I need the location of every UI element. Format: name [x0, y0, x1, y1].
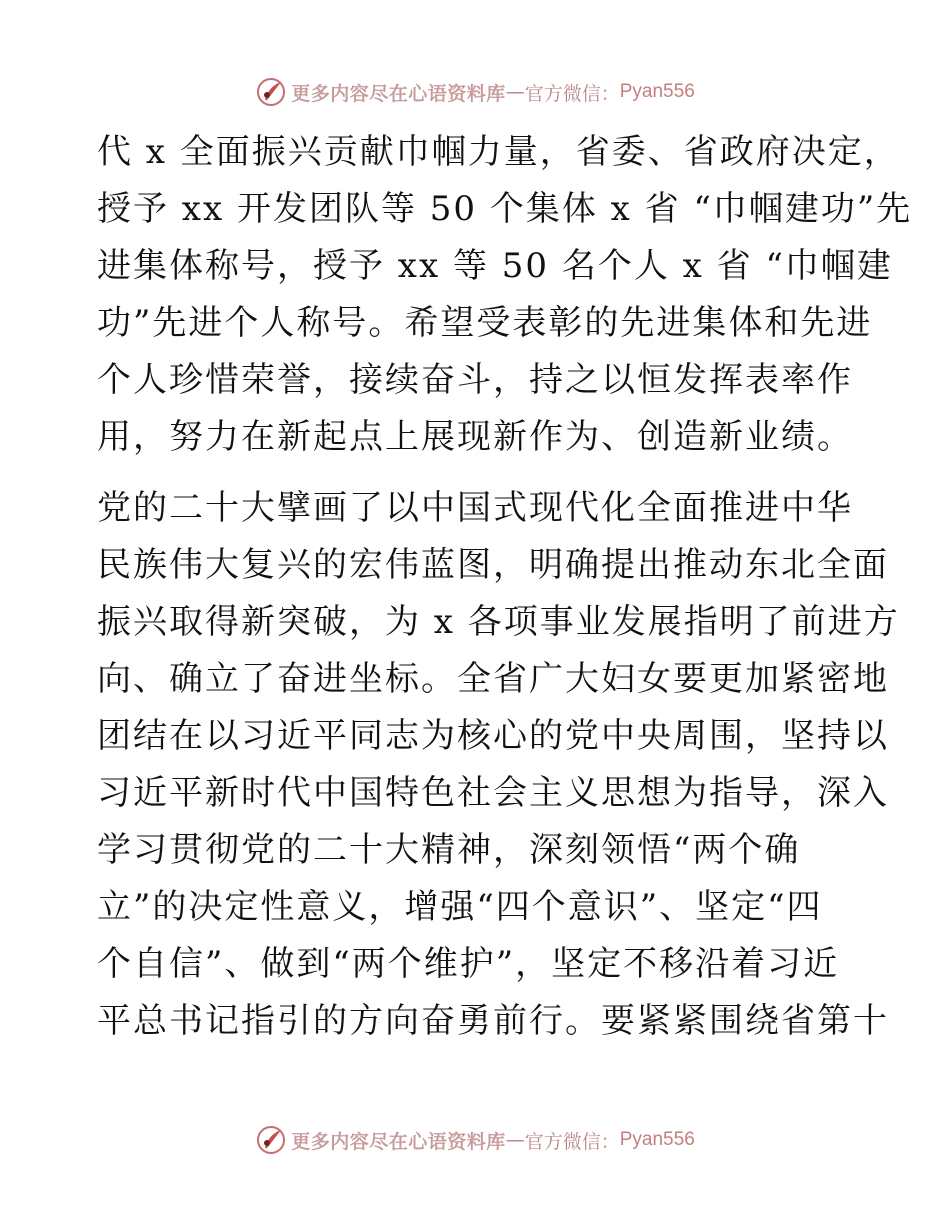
- paragraph-line: 学习贯彻党的二十大精神，深刻领悟“两个确: [97, 830, 801, 870]
- paragraph-2: [97, 480, 900, 1050]
- paragraph-line: 立”的决定性意义，增强“四个意识”、坚定“四: [97, 887, 823, 927]
- footer-wechat-label: 官方微信：: [524, 1130, 620, 1153]
- paragraph-line: 代 x 全面振兴贡献巾帼力量，省委、省政府决定，: [97, 132, 900, 172]
- quill-logo-icon: [255, 1124, 287, 1156]
- paragraph-line: 进集体称号，授予 xx 等 50 名个人 x 省 “巾帼建: [97, 246, 893, 286]
- paragraph-line: 习近平新时代中国特色社会主义思想为指导，深入: [97, 773, 889, 813]
- paragraph-line: 个人珍惜荣誉，接续奋斗，持之以恒发挥表率作: [97, 360, 853, 400]
- paragraph-line: 团结在以习近平同志为核心的党中央周围，坚持以: [97, 716, 889, 756]
- page-footer-watermark: [0, 1120, 950, 1160]
- paragraph-line: 个自信”、做到“两个维护”，坚定不移沿着习近: [97, 944, 840, 984]
- paragraph-line: 授予 xx 开发团队等 50 个集体 x 省 “巾帼建功”先: [97, 189, 913, 229]
- paragraph-line: 向、确立了奋进坐标。全省广大妇女要更加紧密地: [97, 659, 889, 699]
- document-body: [97, 124, 913, 1050]
- paragraph-line: 党的二十大擘画了以中国式现代化全面推进中华: [97, 488, 853, 528]
- paragraph-1: [97, 124, 913, 466]
- page-header-watermark: [0, 72, 950, 112]
- paragraph-line: 功”先进个人称号。希望受表彰的先进集体和先进: [97, 303, 873, 343]
- header-brand-text: 更多内容尽在心语资料库: [291, 82, 506, 105]
- header-dash: —: [505, 81, 525, 103]
- paragraph-line: 用，努力在新起点上展现新作为、创造新业绩。: [97, 417, 853, 457]
- paragraph-line: 民族伟大复兴的宏伟蓝图，明确提出推动东北全面: [97, 545, 889, 585]
- footer-dash: —: [505, 1129, 525, 1151]
- paragraph-line: 振兴取得新突破，为 x 各项事业发展指明了前进方: [97, 602, 900, 642]
- footer-wechat-id: Pyan556: [619, 1129, 695, 1150]
- paragraph-line: 平总书记指引的方向奋勇前行。要紧紧围绕省第十: [97, 1001, 889, 1041]
- header-wechat-id: Pyan556: [619, 81, 695, 102]
- header-wechat-label: 官方微信：: [524, 82, 620, 105]
- footer-brand-text: 更多内容尽在心语资料库: [291, 1130, 506, 1153]
- quill-logo-icon: [255, 76, 287, 108]
